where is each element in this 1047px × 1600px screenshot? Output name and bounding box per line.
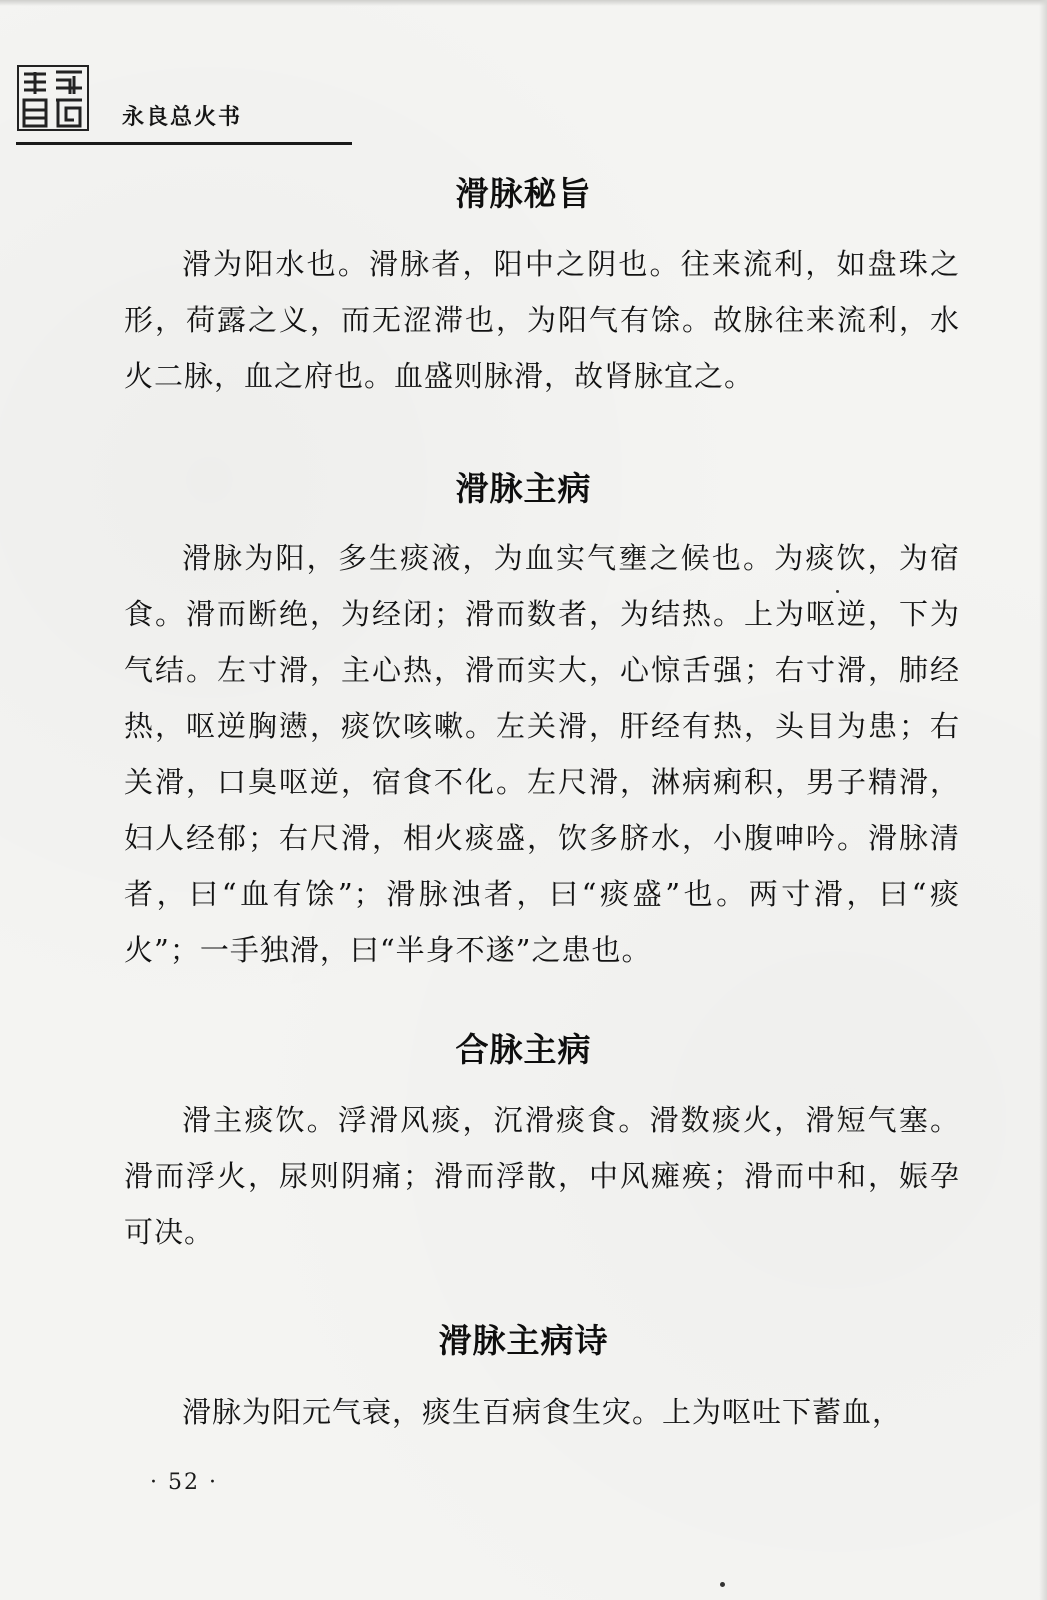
section-title: 滑脉秘旨 bbox=[455, 174, 592, 213]
section-paragraph: 滑脉为阳元气衰，痰生百病食生灾。上为呕吐下蓄血， bbox=[182, 1395, 903, 1429]
section-paragraph: 滑主痰饮。浮滑风痰，沉滑痰食。滑数痰火，滑短气塞。滑而浮火，尿则阴痛；滑而浮散，中风瘫痪；滑而中和，娠孕可决。 bbox=[124, 1103, 960, 1249]
page-number: · 52 · bbox=[150, 1470, 218, 1495]
header-rule bbox=[16, 142, 352, 145]
section-title: 滑脉主病诗 bbox=[438, 1321, 609, 1360]
section-paragraph: 滑为阳水也。滑脉者，阳中之阴也。往来流利，如盘珠之形，荷露之义，而无涩滞也，为阳气有馀。故脉往来流利，水火二脉，血之府也。血盛则脉滑，故肾脉宜之。 bbox=[124, 247, 960, 393]
section-paragraph: 滑脉为阳，多生痰液，为血实气壅之候也。为痰饮，为宿食。滑而断绝，为经闭；滑而数者，为结热。上为呕逆，下为气结。左寸滑，主心热，滑而实大，心惊舌强；右寸滑，肺经热，呕逆胸懑，痰饮咳嗽。左关滑，肝经有热，头目为患；右关滑，口臭呕逆，宿食不化。左尺滑，淋病痢积，男子精滑，妇人经郁；右尺滑，相火痰盛，饮多脐水，小腹呻吟。滑脉清者，曰“血有馀”；滑脉浊者，曰“痰盛”也。两寸滑，曰“痰火”；一手独滑，曰“半身不遂”之患也。 bbox=[124, 541, 960, 967]
page-top-edge bbox=[0, 0, 1047, 6]
section-title: 滑脉主病 bbox=[455, 469, 592, 508]
running-title: 永良总火书 bbox=[122, 105, 243, 130]
print-speck bbox=[836, 590, 839, 593]
seal-stamp-logo bbox=[16, 64, 90, 132]
print-speck bbox=[720, 1582, 725, 1587]
section-title: 合脉主病 bbox=[455, 1030, 592, 1069]
